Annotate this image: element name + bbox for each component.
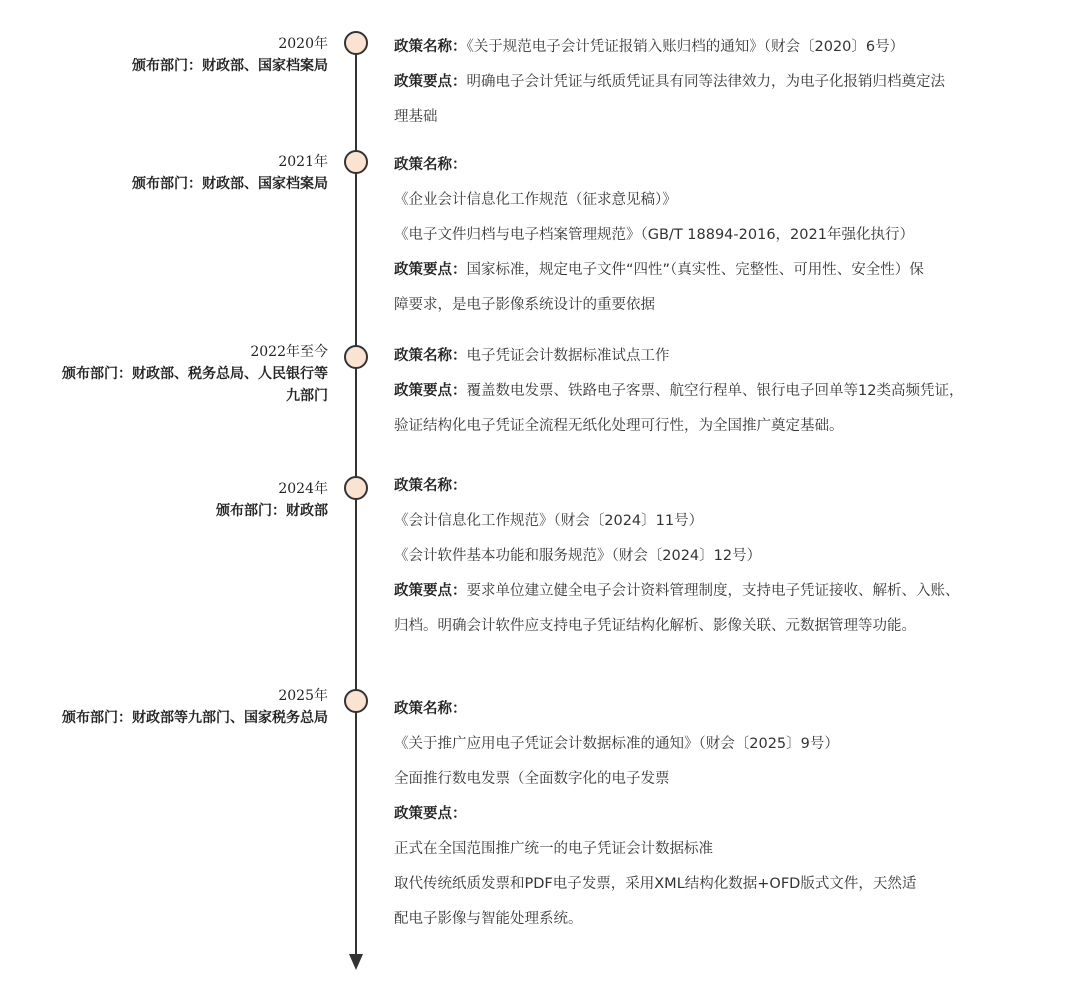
timeline-right-2020 [394,30,1064,135]
policy-name-entry: 《企业会计信息化工作规范（征求意见稿）》 [394,192,677,208]
timeline-right-2024 [394,469,1064,644]
policy-name-label: 政策名称： [394,478,467,494]
timeline-left-2021 [132,151,328,195]
policy-points-text: 要求单位建立健全电子会计资料管理制度，支持电子凭证接收、解析、入账、 [466,583,960,599]
policy-points-line [394,253,1064,288]
timeline-node-2025 [344,689,368,713]
policy-points-text: 国家标准，规定电子文件“四性”（真实性、完整性、可用性、安全性）保 [466,262,924,278]
policy-name-line [394,148,1064,183]
timeline-right-2021 [394,148,1064,323]
year-label: 2024年 [278,481,328,497]
timeline-left-2025 [62,685,328,729]
timeline-right-2025 [394,692,1064,937]
year-label: 2025年 [278,688,328,704]
policy-points-label: 政策要点： [394,583,467,599]
policy-name-entry: 《会计软件基本功能和服务规范》（财会〔2024〕12号） [394,548,762,564]
year-label: 2021年 [278,154,328,170]
policy-points-entry: 正式在全国范围推广统一的电子凭证会计数据标准 [394,841,713,857]
dept-label: 颁布部门：财政部、国家档案局 [132,176,328,192]
policy-points-entry: 取代传统纸质发票和PDF电子发票，采用XML结构化数据+OFD版式文件，天然适 [394,876,917,892]
timeline-arrow-icon [349,954,363,970]
timeline-node-2024 [344,476,368,500]
timeline-right-2022 [394,339,1064,444]
dept-label: 颁布部门：财政部、税务总局、人民银行等 [62,366,328,382]
dept-label: 颁布部门：财政部等九部门、国家税务总局 [62,710,328,726]
policy-name-text: 《关于规范电子会计凭证报销入账归档的通知》（财会〔2020〕6号） [466,39,905,55]
timeline-node-2021 [344,150,368,174]
policy-name-entry: 《关于推广应用电子凭证会计数据标准的通知》（财会〔2025〕9号） [394,736,839,752]
policy-name-label: 政策名称： [394,39,467,55]
policy-points-label: 政策要点： [394,806,467,822]
year-label: 2020年 [278,36,328,52]
policy-name-line [394,692,1064,727]
timeline-left-2020 [132,33,328,77]
dept-label-cont: 九部门 [286,388,328,404]
policy-points-cont: 归档。明确会计软件应支持电子凭证结构化解析、影像关联、元数据管理等功能。 [394,618,916,634]
policy-name-line [394,469,1064,504]
timeline-left-2022 [62,341,328,407]
policy-name-label: 政策名称： [394,157,467,173]
policy-name-line [394,30,1064,65]
timeline-axis [355,44,357,956]
policy-points-cont: 障要求，是电子影像系统设计的重要依据 [394,297,655,313]
policy-points-text: 覆盖数电发票、铁路电子客票、航空行程单、银行电子回单等12类高频凭证， [466,383,964,399]
policy-points-cont: 理基础 [394,109,438,125]
dept-label: 颁布部门：财政部 [216,503,328,519]
policy-name-entry: 《电子文件归档与电子档案管理规范》（GB/T 18894-2016，2021年强化执行） [394,227,914,243]
policy-points-line [394,65,1064,100]
timeline-left-2024 [216,478,328,522]
policy-name-label: 政策名称： [394,701,467,717]
policy-points-cont: 验证结构化电子凭证全流程无纸化处理可行性，为全国推广奠定基础。 [394,418,844,434]
dept-label: 颁布部门：财政部、国家档案局 [132,58,328,74]
policy-points-entry: 配电子影像与智能处理系统。 [394,911,583,927]
policy-points-line [394,574,1064,609]
policy-points-label: 政策要点： [394,262,467,278]
policy-name-text: 电子凭证会计数据标准试点工作 [466,348,670,364]
policy-points-line [394,797,1064,832]
timeline-node-2022 [344,345,368,369]
policy-points-label: 政策要点： [394,74,467,90]
policy-name-entry: 全面推行数电发票（全面数字化的电子发票 [394,771,670,787]
year-label: 2022年至今 [250,344,328,360]
policy-name-line [394,339,1064,374]
policy-name-entry: 《会计信息化工作规范》（财会〔2024〕11号） [394,513,704,529]
policy-name-label: 政策名称： [394,348,467,364]
policy-points-label: 政策要点： [394,383,467,399]
timeline-node-2020 [344,31,368,55]
policy-points-line [394,374,1064,409]
policy-points-text: 明确电子会计凭证与纸质凭证具有同等法律效力，为电子化报销归档奠定法 [466,74,945,90]
